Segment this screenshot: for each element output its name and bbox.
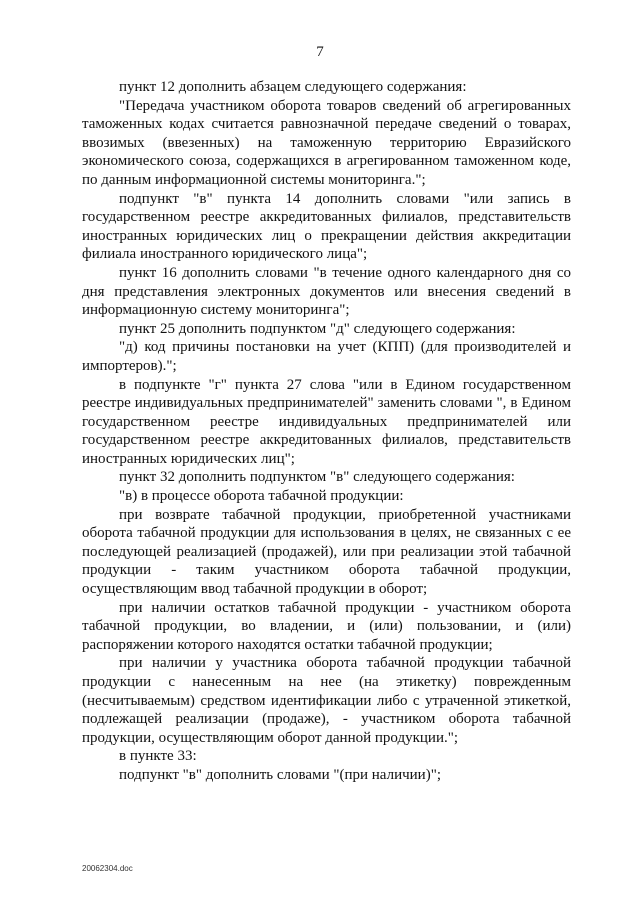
paragraph: в пункте 33: <box>119 748 197 765</box>
paragraph: пункт 32 дополнить подпунктом "в" следующего содержания: <box>119 469 515 486</box>
paragraph: при наличии остатков табачной продукции - участником оборота табачной продукции, во владении, и (или) пользовании, и (или) распоряжении которого находятся остатки табачной продукции; <box>82 599 571 653</box>
paragraph: "Передача участником оборота товаров сведений об агрегированных таможенных кодах считается равнозначной передаче сведений о товарах, ввозимых (ввезенных) на таможенную территорию Евразийского экономического союза, содержащихся в агрегированном таможенном коде, по данным информационной системы мониторинга."; <box>82 97 571 188</box>
paragraph: при наличии у участника оборота табачной продукции табачной продукции с нанесенным на нее (на этикетку) поврежденным (несчитываемым) средством идентификации либо с утраченной этикеткой, подлежащей реализации (продаже), - участником оборота табачной продукции, осуществляющим оборот данной продукции."; <box>82 655 571 746</box>
document-body <box>82 78 571 785</box>
paragraph: пункт 12 дополнить абзацем следующего содержания: <box>119 79 467 95</box>
page-number: 7 <box>316 44 324 60</box>
paragraph: подпункт "в" дополнить словами "(при наличии)"; <box>119 766 441 783</box>
paragraph: "д) код причины постановки на учет (КПП) (для производителей и импортеров)."; <box>82 339 571 374</box>
paragraph: пункт 16 дополнить словами "в течение одного календарного дня со дня представления электронных документов или внесения сведений в информационную систему мониторинга"; <box>82 264 571 319</box>
paragraph: подпункт "в" пункта 14 дополнить словами "или запись в государственном реестре аккредитованных филиалов, представительств иностранных юридических лиц о прекращении действия аккредитации филиала иностранного юридического лица"; <box>82 190 571 263</box>
paragraph: "в) в процессе оборота табачной продукции: <box>119 488 404 505</box>
paragraph: при возврате табачной продукции, приобретенной участниками оборота табачной продукции для использования в целях, не связанных с ее последующей реализацией (продажей), или при реализации этой табачной продукции - таким участником оборота табачной продукции, осуществляющим ввод табачной продукции в оборот; <box>82 506 571 598</box>
paragraph: в подпункте "г" пункта 27 слова "или в Едином государственном реестре индивидуальных предпринимателей" заменить словами ", в Едином государственном реестре индивидуальных предпринимателей или государственном реестре аккредитованных филиалов, представительств иностранных юридических лиц"; <box>82 376 571 467</box>
paragraph: пункт 25 дополнить подпунктом "д" следующего содержания: <box>119 320 516 337</box>
file-name-footer: 20062304.doc <box>82 864 133 873</box>
